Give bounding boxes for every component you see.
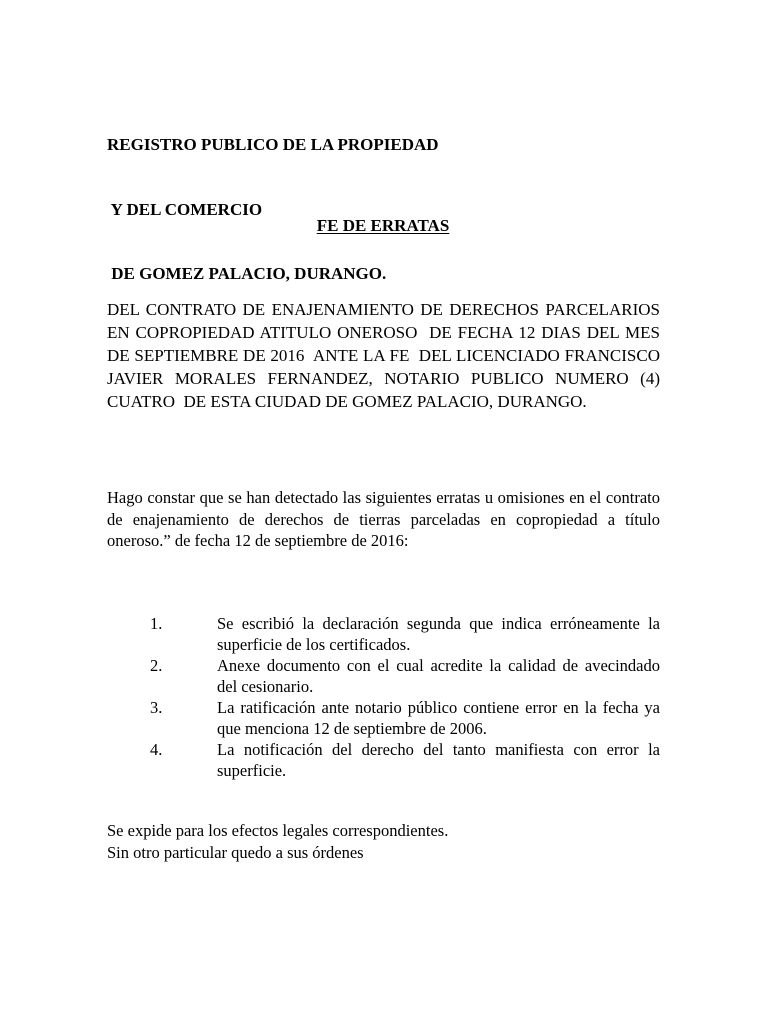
document-title-container: [0, 216, 768, 236]
errata-number: 4.: [150, 740, 163, 759]
errata-item: [107, 697, 660, 739]
errata-item: [107, 655, 660, 697]
addressee-block: [107, 91, 439, 328]
errata-text: La ratificación ante notario público contiene error en la fecha ya que menciona 12 de septiembre de 2006.: [217, 698, 660, 738]
closing-line-2: Sin otro particular quedo a sus órdenes: [107, 842, 364, 862]
closing-line-1: Se expide para los efectos legales correspondientes.: [107, 821, 449, 840]
errata-text: Se escribió la declaración segunda que indica erróneamente la superficie de los certificados.: [217, 614, 660, 654]
errata-text: Anexe documento con el cual acredite la calidad de avecindado del cesionario.: [217, 656, 660, 696]
errata-item: [107, 613, 660, 655]
errata-number: 1.: [150, 614, 163, 633]
errata-number: 3.: [150, 698, 163, 717]
addressee-line-1: REGISTRO PUBLICO DE LA PROPIEDAD: [107, 135, 439, 154]
intro-paragraph: Hago constar que se han detectado las siguientes erratas u omisiones en el contrato de enajenamiento de derechos de tierras parceladas en copropiedad a título oneroso.” de fecha 12 de septiembre de 2016:: [107, 488, 660, 550]
errata-item: [107, 739, 660, 781]
closing-block: [107, 820, 448, 863]
errata-list: [107, 613, 660, 781]
document-title: FE DE ERRATAS: [316, 216, 450, 235]
errata-number: 2.: [150, 656, 163, 675]
addressee-line-2: Y DEL COMERCIO: [107, 199, 263, 219]
contract-reference-paragraph: DEL CONTRATO DE ENAJENAMIENTO DE DERECHOS PARCELARIOS EN COPROPIEDAD ATITULO ONEROSO DE FECHA 12 DIAS DEL MES DE SEPTIEMBRE DE 2016 ANTE LA FE DEL LICENCIADO FRANCISCO JAVIER MORALES FERNANDEZ, NOTARIO PUBLICO NUMERO (4) CUATRO DE ESTA CIUDAD DE GOMEZ PALACIO, DURANGO.: [107, 300, 665, 411]
addressee-line-3: DE GOMEZ PALACIO, DURANGO.: [107, 264, 387, 283]
errata-text: La notificación del derecho del tanto manifiesta con error la superficie.: [217, 740, 660, 780]
